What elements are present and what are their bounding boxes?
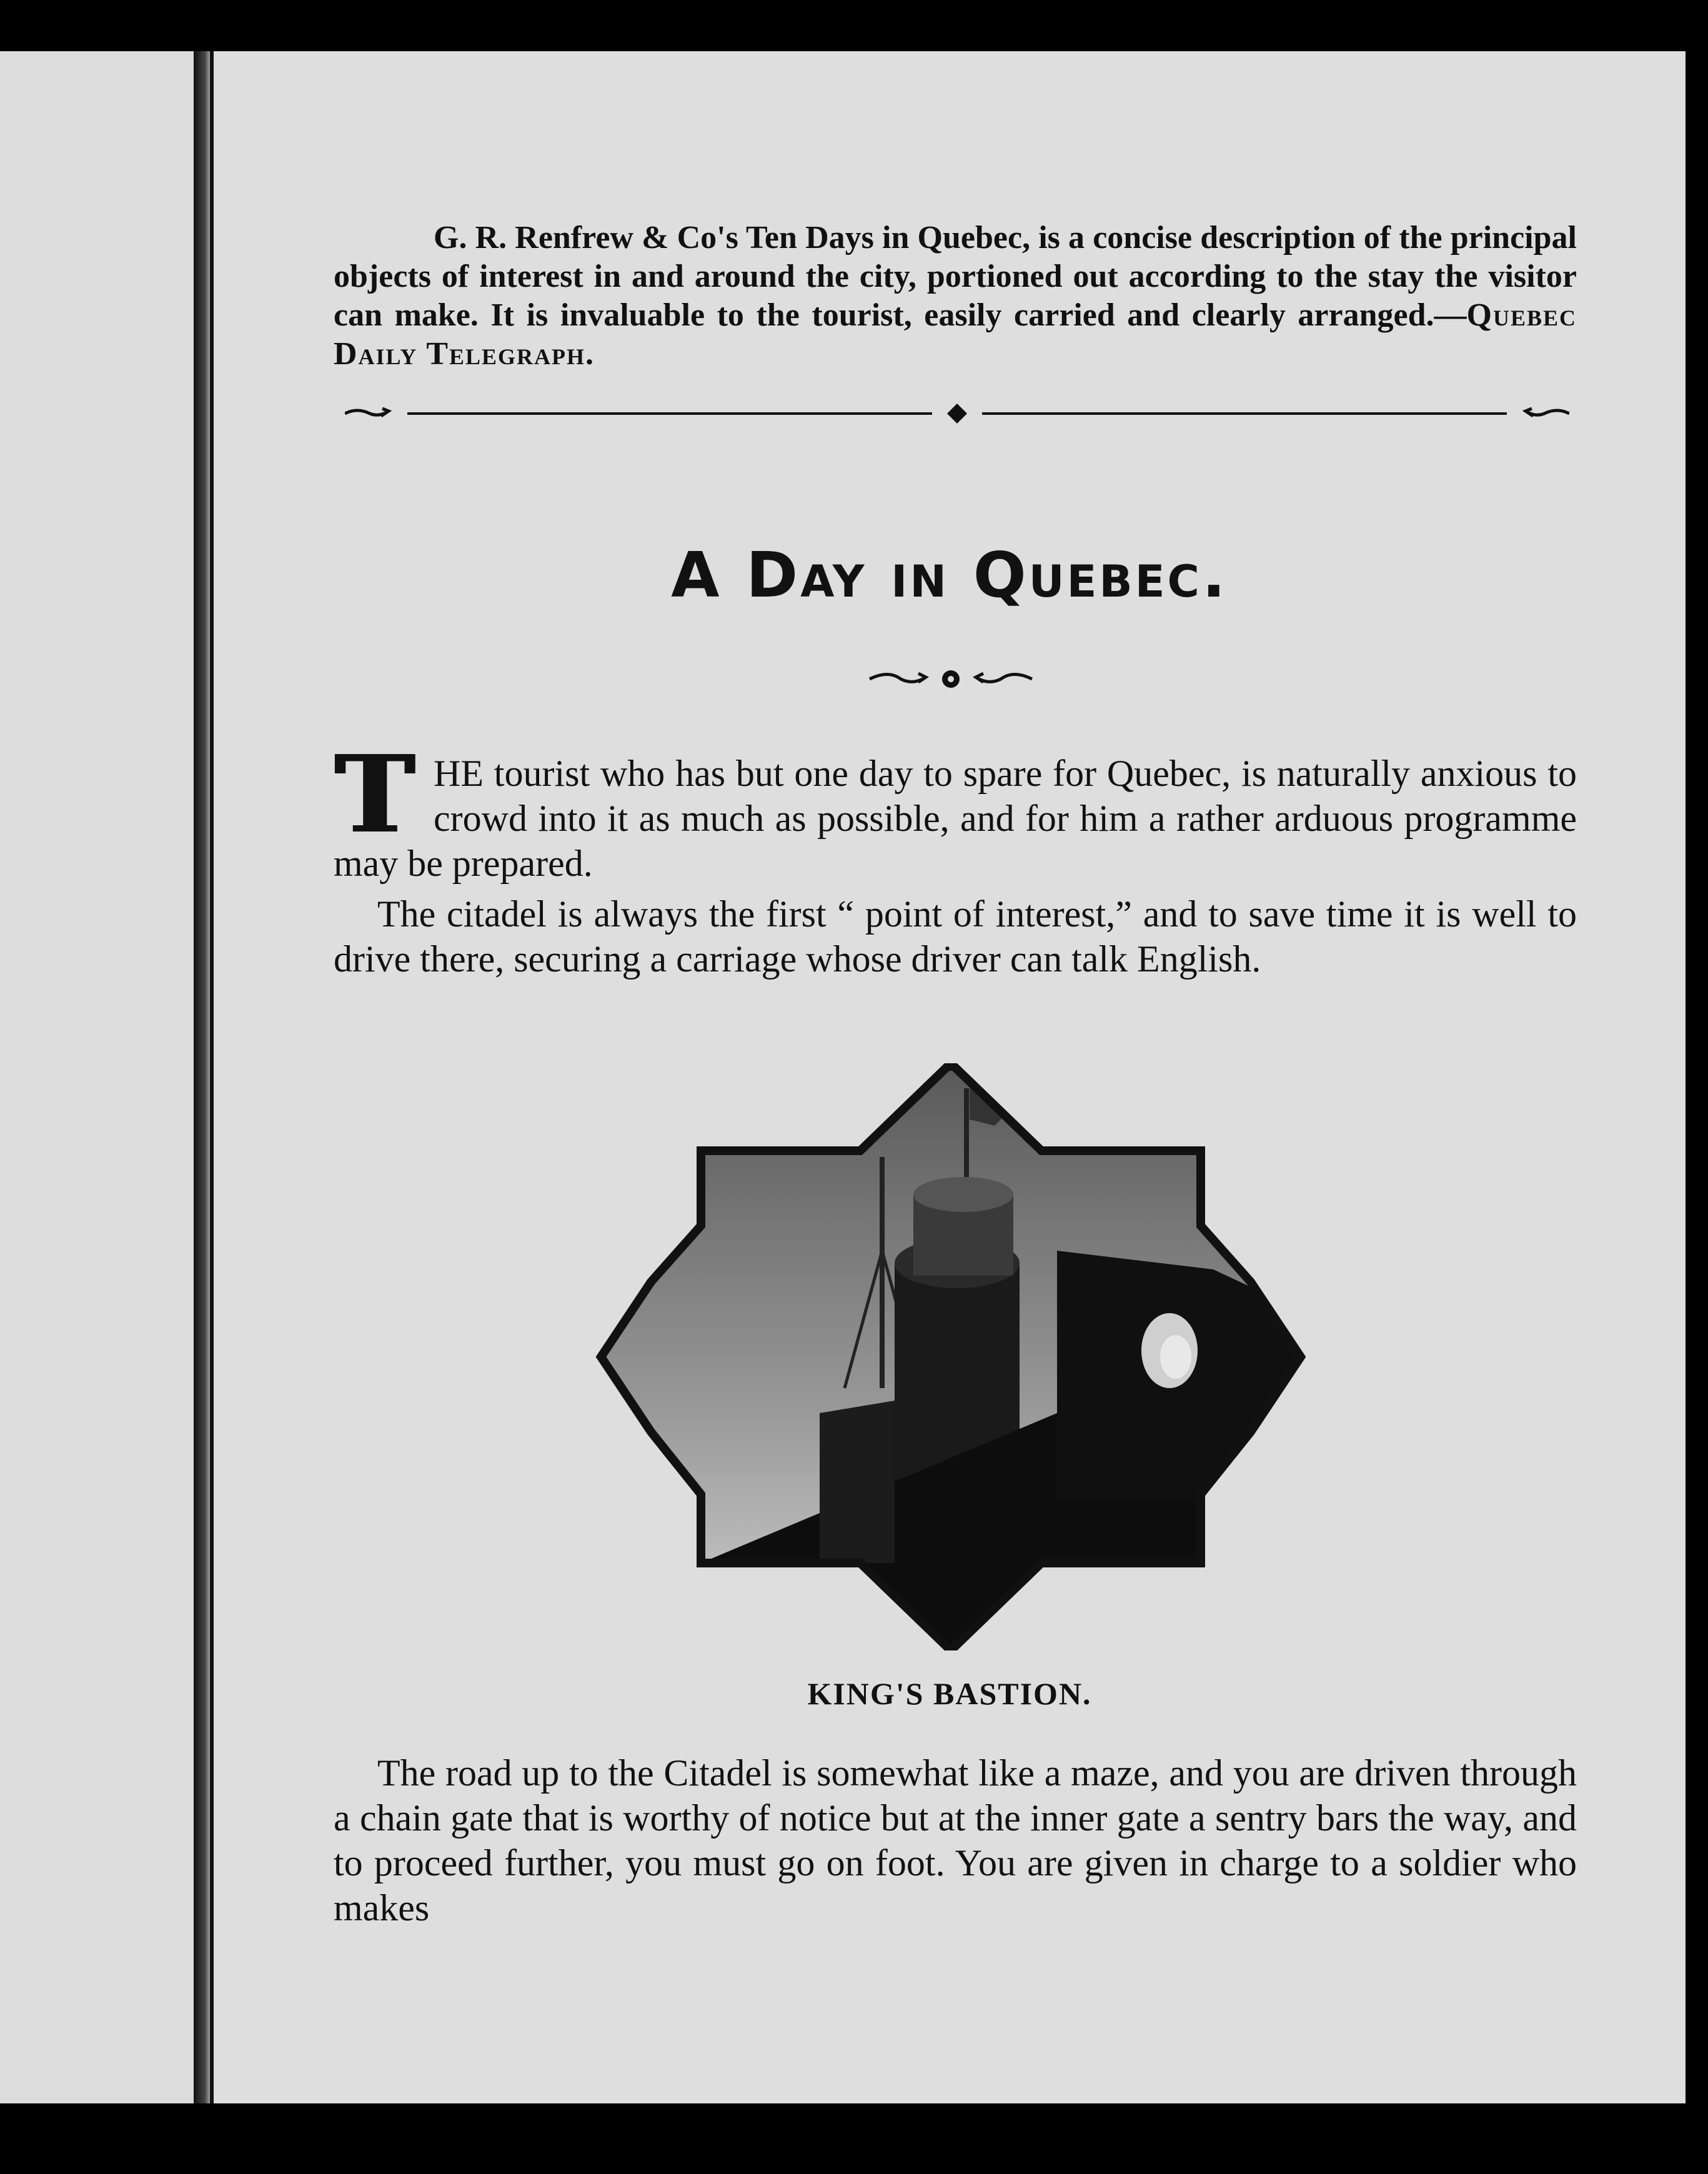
kings-bastion-illustration bbox=[495, 1063, 1407, 1650]
drop-cap: T bbox=[334, 732, 413, 857]
left-page-edge bbox=[0, 51, 197, 2103]
paragraph-road: The road up to the Citadel is somewhat like a maze, and you are driven through a chain gate that is worthy of notice but at the inner gate a sentry bars the way, and to proceed further, you must go on foot. You are given in charge to a soldier who makes bbox=[334, 1752, 1577, 1928]
promo-blurb-source: Quebec Daily Telegraph. bbox=[334, 297, 1577, 372]
page-title: A Day in Quebec. bbox=[671, 539, 1228, 612]
paragraph-citadel: The citadel is always the first “ point of interest,” and to save time it is well to drive there, securing a carriage whose driver can talk English. bbox=[334, 893, 1577, 980]
book-page bbox=[210, 51, 1686, 2103]
promo-blurb bbox=[334, 219, 1577, 374]
ornamental-rule bbox=[345, 401, 1569, 426]
paragraph-intro-text: HE tourist who has but one day to spare for Quebec, is naturally anxious to crowd into it as much as possible, and for him a rather arduous programme may be prepared. bbox=[334, 753, 1577, 884]
figure-caption: KING'S BASTION. bbox=[807, 1676, 1092, 1711]
title-ornament bbox=[863, 663, 1038, 695]
promo-blurb-text: G. R. Renfrew & Co's Ten Days in Quebec, is a concise description of the principal objects of interest in and around the city, portioned out according to the stay the visitor can make. It is invaluable to the tourist, easily carried and clearly arranged.— bbox=[334, 220, 1577, 333]
paragraph-intro bbox=[334, 732, 1577, 886]
